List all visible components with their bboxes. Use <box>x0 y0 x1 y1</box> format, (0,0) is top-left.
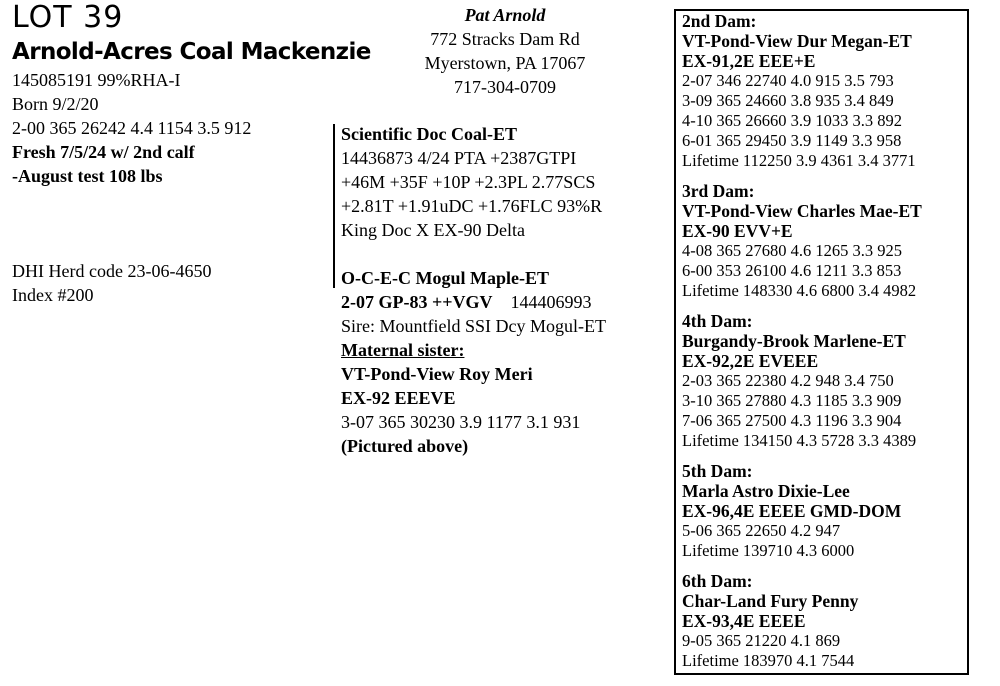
dam-record: 3-10 365 27880 4.3 1185 3.3 909 <box>682 391 902 410</box>
registration-line: 145085191 99%RHA-I <box>12 70 181 90</box>
dam-heading: 6th Dam: <box>682 571 753 591</box>
dam-classification: EX-96,4E EEEE GMD-DOM <box>682 501 902 521</box>
dam-record: 2-07 346 22740 4.0 915 3.5 793 <box>682 71 894 90</box>
dam-record: 7-06 365 27500 4.3 1196 3.3 904 <box>682 411 902 430</box>
birth-date: Born 9/2/20 <box>12 94 99 114</box>
dam-name: Char-Land Fury Penny <box>682 591 859 611</box>
dam-record: 6-00 353 26100 4.6 1211 3.3 853 <box>682 261 902 280</box>
owner-address-city: Myerstown, PA 17067 <box>424 53 586 73</box>
dam-classification: EX-92,2E EVEEE <box>682 351 819 371</box>
dam-record: 3-09 365 24660 3.8 935 3.4 849 <box>682 91 894 110</box>
dam-name: VT-Pond-View Charles Mae-ET <box>682 201 922 221</box>
dam-sire: Sire: Mountfield SSI Dcy Mogul-ET <box>341 316 606 336</box>
dam-lifetime: Lifetime 112250 3.9 4361 3.4 3771 <box>682 151 916 170</box>
owner-phone: 717-304-0709 <box>454 77 556 97</box>
sire-divider <box>333 124 335 288</box>
maternal-sister-note: (Pictured above) <box>341 436 469 456</box>
dam-record: 4-10 365 26660 3.9 1033 3.3 892 <box>682 111 902 130</box>
dam-heading: 3rd Dam: <box>682 181 755 201</box>
dam-name: VT-Pond-View Dur Megan-ET <box>682 31 912 51</box>
dam-name: O-C-E-C Mogul Maple-ET <box>341 268 549 288</box>
dam-record: 6-01 365 29450 3.9 1149 3.3 958 <box>682 131 902 150</box>
dhi-herd-code: DHI Herd code 23-06-4650 <box>12 261 212 281</box>
dam-name: Marla Astro Dixie-Lee <box>682 481 850 501</box>
dam-record: 4-08 365 27680 4.6 1265 3.3 925 <box>682 241 902 260</box>
dam-lifetime: Lifetime 148330 4.6 6800 3.4 4982 <box>682 281 917 300</box>
production-record: 2-00 365 26242 4.4 1154 3.5 912 <box>12 118 252 138</box>
dam-lifetime: Lifetime 139710 4.3 6000 <box>682 541 855 560</box>
lot-number: LOT 39 <box>12 0 124 35</box>
dam-registration: 144406993 <box>510 292 592 312</box>
dam-heading: 4th Dam: <box>682 311 753 331</box>
dam-name: Burgandy-Brook Marlene-ET <box>682 331 906 351</box>
owner-address-street: 772 Stracks Dam Rd <box>430 29 580 49</box>
dam-record: 2-03 365 22380 4.2 948 3.4 750 <box>682 371 894 390</box>
cow-name: Arnold-Acres Coal Mackenzie <box>12 39 371 65</box>
sire-pedigree-line: King Doc X EX-90 Delta <box>341 220 525 240</box>
dam-classification: EX-91,2E EEE+E <box>682 51 816 71</box>
dam-heading: 5th Dam: <box>682 461 753 481</box>
dam-lifetime: Lifetime 134150 4.3 5728 3.3 4389 <box>682 431 917 450</box>
dam-classification-row <box>341 291 592 314</box>
test-result: -August test 108 lbs <box>12 166 163 186</box>
maternal-sister-classification: EX-92 EEEVE <box>341 388 456 408</box>
dam-classification: EX-90 EVV+E <box>682 221 793 241</box>
sire-proof-line-1: 14436873 4/24 PTA +2387GTPI <box>341 148 577 168</box>
dam-classification: 2-07 GP-83 ++VGV <box>341 292 493 312</box>
maternal-sister-name: VT-Pond-View Roy Meri <box>341 364 533 384</box>
maternal-sister-heading: Maternal sister: <box>341 340 465 360</box>
owner-name: Pat Arnold <box>464 5 546 25</box>
dam-classification: EX-93,4E EEEE <box>682 611 806 631</box>
maternal-sister-record: 3-07 365 30230 3.9 1177 3.1 931 <box>341 412 581 432</box>
sire-name: Scientific Doc Coal-ET <box>341 124 517 144</box>
sire-proof-line-3: +2.81T +1.91uDC +1.76FLC 93%R <box>341 196 603 216</box>
fresh-date: Fresh 7/5/24 w/ 2nd calf <box>12 142 195 162</box>
dam-record: 5-06 365 22650 4.2 947 <box>682 521 841 540</box>
dam-heading: 2nd Dam: <box>682 11 757 31</box>
sire-proof-line-2: +46M +35F +10P +2.3PL 2.77SCS <box>341 172 596 192</box>
dam-record: 9-05 365 21220 4.1 869 <box>682 631 841 650</box>
dam-lifetime: Lifetime 183970 4.1 7544 <box>682 651 855 670</box>
index-number: Index #200 <box>12 285 94 305</box>
